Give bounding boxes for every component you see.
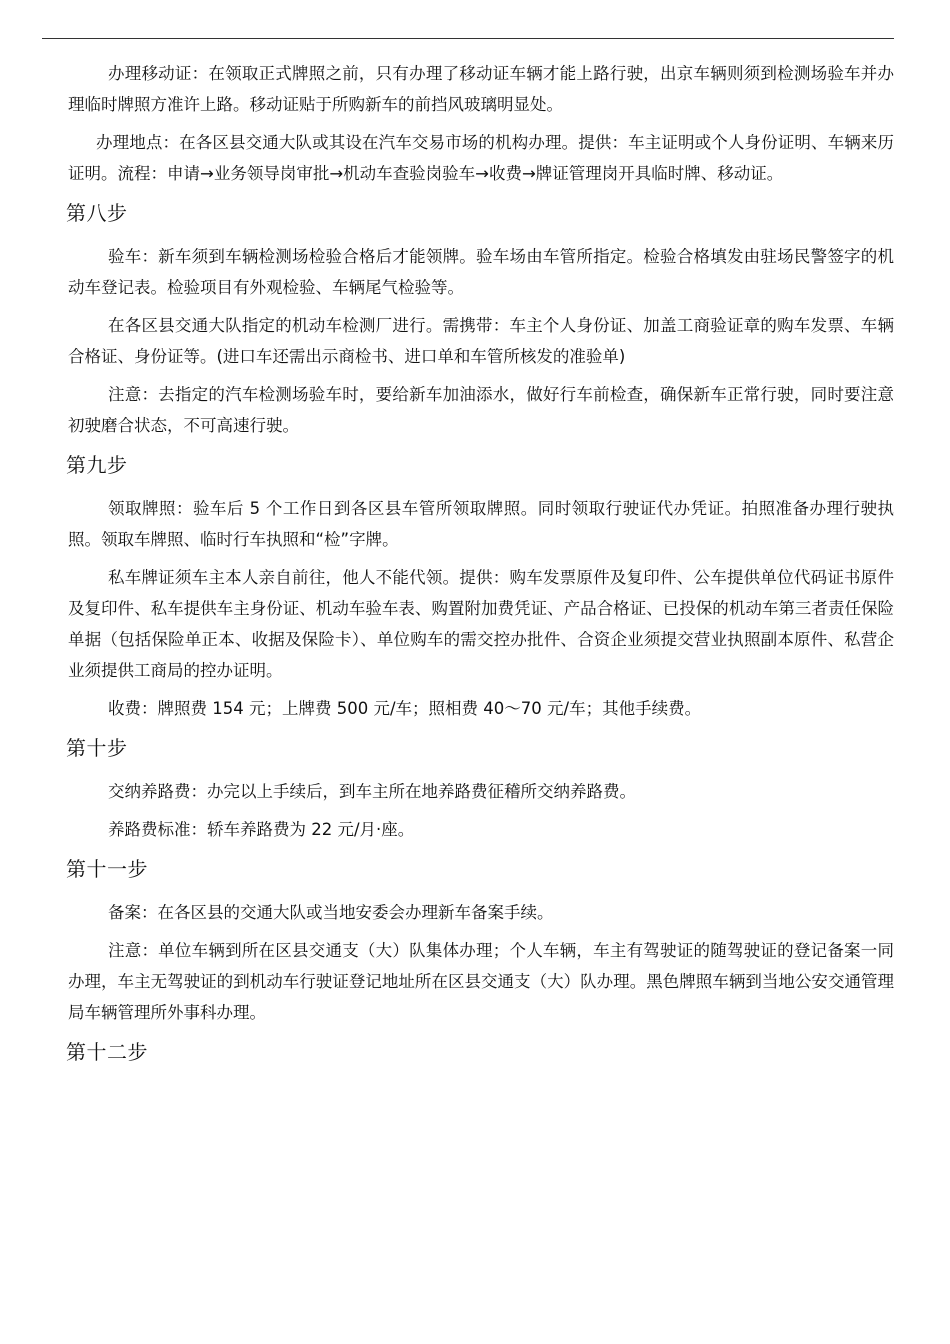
paragraph-road-fee-standard: 养路费标准：轿车养路费为 22 元/月·座。 [108,820,415,839]
paragraph-private-plate: 私车牌证须车主本人亲自前往，他人不能代领。提供：购车发票原件及复印件、公车提供单位代码证书原件及复印件、私车提供车主身份证、机动车验车表、购置附加费凭证、产品合格证、已投保的机动车第三者责任保险单据（包括保险单正本、收据及保险卡）、单位购车的需交控办批件、合资企业须提交营业执照副本原件、私营企业须提供工商局的控办证明。 [68,568,894,680]
header-rule [42,38,894,39]
paragraph-license-plate: 领取牌照：验车后 5 个工作日到各区县车管所领取牌照。同时领取行驶证代办凭证。拍照准备办理行驶执照。领取车牌照、临时行车执照和“检”字牌。 [68,499,894,549]
heading-step-12: 第十二步 [66,1040,148,1064]
heading-step-10: 第十步 [66,736,128,760]
paragraph-mobile-permit-location: 办理地点：在各区县交通大队或其设在汽车交易市场的机构办理。提供：车主证明或个人身份证明、车辆来历证明。流程：申请→业务领导岗审批→机动车查验岗验车→收费→牌证管理岗开具临时牌、移动证。 [68,133,894,183]
paragraph-registration: 备案：在各区县的交通大队或当地安委会办理新车备案手续。 [108,903,554,922]
heading-step-9: 第九步 [66,453,128,477]
paragraph-mobile-permit: 办理移动证：在领取正式牌照之前，只有办理了移动证车辆才能上路行驶，出京车辆则须到检测场验车并办理临时牌照方准许上路。移动证贴于所购新车的前挡风玻璃明显处。 [68,64,894,114]
paragraph-inspection-note: 注意：去指定的汽车检测场验车时，要给新车加油添水，做好行车前检查，确保新车正常行驶，同时要注意初驶磨合状态，不可高速行驶。 [68,385,894,435]
document-body [68,58,894,1080]
paragraph-fees: 收费：牌照费 154 元；上牌费 500 元/车；照相费 40～70 元/车；其他手续费。 [108,699,702,718]
paragraph-registration-note: 注意：单位车辆到所在区县交通支（大）队集体办理；个人车辆，车主有驾驶证的随驾驶证的登记备案一同办理，车主无驾驶证的到机动车行驶证登记地址所在区县交通支（大）队办理。黑色牌照车辆到当地公安交通管理局车辆管理所外事科办理。 [68,941,894,1022]
heading-step-8: 第八步 [66,201,128,225]
paragraph-inspection: 验车：新车须到车辆检测场检验合格后才能领牌。验车场由车管所指定。检验合格填发由驻场民警签字的机动车登记表。检验项目有外观检验、车辆尾气检验等。 [68,247,894,297]
paragraph-road-fee: 交纳养路费：办完以上手续后，到车主所在地养路费征稽所交纳养路费。 [108,782,636,801]
paragraph-inspection-location: 在各区县交通大队指定的机动车检测厂进行。需携带：车主个人身份证、加盖工商验证章的购车发票、车辆合格证、身份证等。(进口车还需出示商检书、进口单和车管所核发的准验单) [68,316,894,366]
heading-step-11: 第十一步 [66,857,148,881]
